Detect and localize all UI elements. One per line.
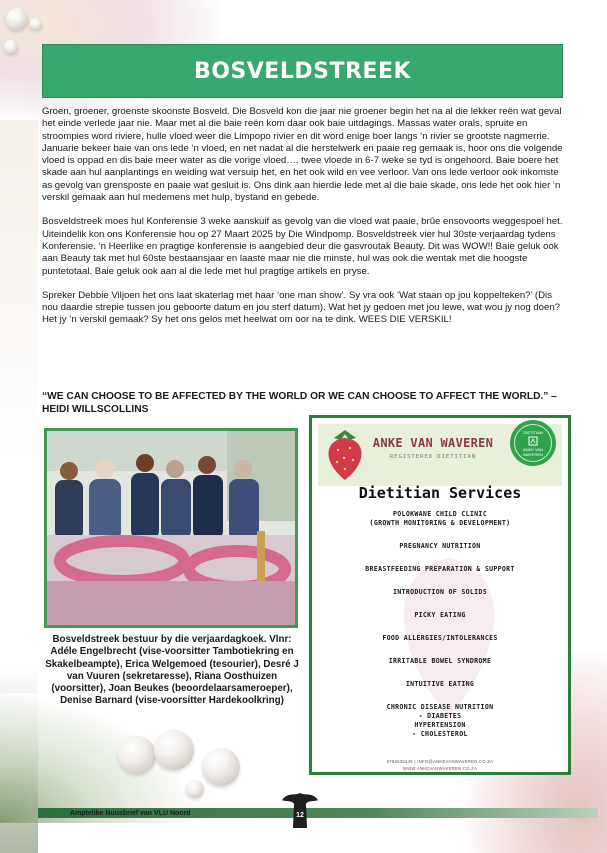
service-item: FOOD ALLERGIES/INTOLERANCES xyxy=(382,634,498,642)
group-photo-illustration xyxy=(47,431,295,625)
dietitian-badge-logo xyxy=(510,420,556,466)
quote: “WE CAN CHOOSE TO BE AFFECTED BY THE WORLD OR WE CAN CHOOSE TO AFFECT THE WORLD.” – HEIDI WILLSCOLLINS xyxy=(42,391,557,415)
article-paragraph: Bosveldstreek moes hul Konferensie 3 weke aanskuif as gevolg van die vloed wat paaie, brûe ensovoorts weggespoel het. Uiteindelik kon ons Konferensie hou op 27 Maart 2025 by Die Windpomp. Bosveldstreek vier hul 30ste verjaardag tydens Konferensie. ‘n Heerlike en pragtige konferensie is aangebied deur die gasvroutak Beauty. Dit was WOW!! Baie geluk ook aan Beauty tak met hul 60ste bestaansjaar en laaste maar nie die minste, hul was ook die wentak met die hoogste puntetotaal. Baie geluk ook aan al die lede met hul pragtige artikels en pryse. xyxy=(42,216,563,277)
service-item: POLOKWANE CHILD CLINIC xyxy=(393,510,487,518)
title-banner xyxy=(42,44,563,98)
group-photo xyxy=(44,428,298,628)
services-list xyxy=(312,510,568,749)
service-sub-item: HYPERTENSION xyxy=(414,721,466,729)
service-item: PICKY EATING xyxy=(414,611,466,619)
service-item-detail: (GROWTH MONITORING & DEVELOPMENT) xyxy=(369,519,511,527)
service-item: CHRONIC DISEASE NUTRITION xyxy=(386,703,494,711)
pearl-decoration xyxy=(202,748,240,786)
badge-top-text: DIETITIAN xyxy=(523,429,543,435)
advert-contact xyxy=(312,758,568,772)
article-paragraph: Groen, groener, groenste skoonste Bosveld. Die Bosveld kon die jaar nie groener begin het na al die lekker reën wat geval het einde verlede jaar nie. Maar met al die baie reën kom daar ook baie uitdagings. Massas water orals, spruite en stroompies word riviere, hulle vloed weer die Limpopo rivier en dit word enige boer langs ‘n rivier se grootste nagmerrie. Januarie bekeer baie van ons lede ‘n vloed, en net nadat al die herstelwerk en paaie reg gemaak is, hoor ons die volgende vloed is oppad en dis baie meer water as die vorige vloed…. twee vloede in 6-7 weke se tyd is ongehoord. Baie boere het skade aan hul aanplantings en weiding wat versuip het, en het ook wild en vee verloor. Van ons lede verloor ook inkomste as gevolg van grensposte en paaie wat gesluit is. Ons dink aan hierdie lede met al die baie skade, ons lede het ook hier ‘n verskil gemaak aan hul medemens met hulp, bystand en gebede. xyxy=(42,106,563,204)
service-sub-item: - DIABETES xyxy=(418,712,462,720)
services-heading: Dietitian Services xyxy=(358,484,522,502)
pearl-decoration xyxy=(118,736,156,774)
pearl-decoration xyxy=(4,40,18,54)
pearl-decoration xyxy=(30,18,42,30)
dietitian-name: ANKE VAN WAVEREN xyxy=(372,436,494,450)
photo-caption: Bosveldstreek bestuur by die verjaardagkoek. Vlnr: Adéle Engelbrecht (vise-voorsitter Tambotiekring en Skakelbeampte), Erica Welgemoed (tesourier), Desré J van Vuuren (sekretaresse), Riana Oosthuizen (voorsitter), Joan Beukes (beoordelaarsameroeper), Denise Barnard (vise-voorsitter Hardekoolkring) xyxy=(45,634,299,707)
dietitian-subtitle: REGISTERED DIETITIAN xyxy=(389,454,477,460)
page-number: 12 xyxy=(296,812,304,819)
page-number-tree xyxy=(278,790,322,830)
pearl-decoration xyxy=(154,730,194,770)
baobab-tree-icon xyxy=(278,790,322,830)
service-item: BREASTFEEDING PREPARATION & SUPPORT xyxy=(365,565,515,573)
strawberry-icon xyxy=(318,426,372,482)
service-item: IRRITABLE BOWEL SYNDROME xyxy=(388,657,492,665)
pearl-decoration xyxy=(6,8,28,30)
service-item: INTUITIVE EATING xyxy=(405,680,475,688)
service-sub-item: - CHOLESTEROL xyxy=(412,730,468,738)
pearl-decoration xyxy=(186,780,204,798)
service-item: INTRODUCTION OF SOLIDS xyxy=(393,588,487,596)
dietitian-advert xyxy=(309,415,571,775)
service-item: PREGNANCY NUTRITION xyxy=(399,542,481,550)
article-paragraph: Spreker Debbie Viljoen het ons laat skaterlag met haar ‘one man show’. Sy vra ook ‘Wat staan op jou koppelteken?’ (Dis nou daardie strepie tussen jou geboorte datum en jou sterf datum). Wat het jy gedoen met jou lewe, wat wou jy nog doen? Het jy ‘n verskil gemaak? Sy het ons gelos met heelwat om oor na te dink. WEES DIE VERSKIL! xyxy=(42,289,561,326)
footer-newsletter-name: Amptelike Nuusbrief van VLU Noord xyxy=(70,810,191,817)
page-title: BOSVELDSTREEK xyxy=(193,58,412,84)
article-body xyxy=(42,106,563,339)
leaf-icon xyxy=(527,435,539,447)
contact-line: 0795535345 | INFO@ANKEVANWAVEREN.CO.ZA xyxy=(386,759,494,764)
website-line: WWW.ANKEVANWAVEREN.CO.ZA xyxy=(402,766,478,771)
badge-bottom-text: ANKE VAN WAVEREN xyxy=(523,446,543,457)
